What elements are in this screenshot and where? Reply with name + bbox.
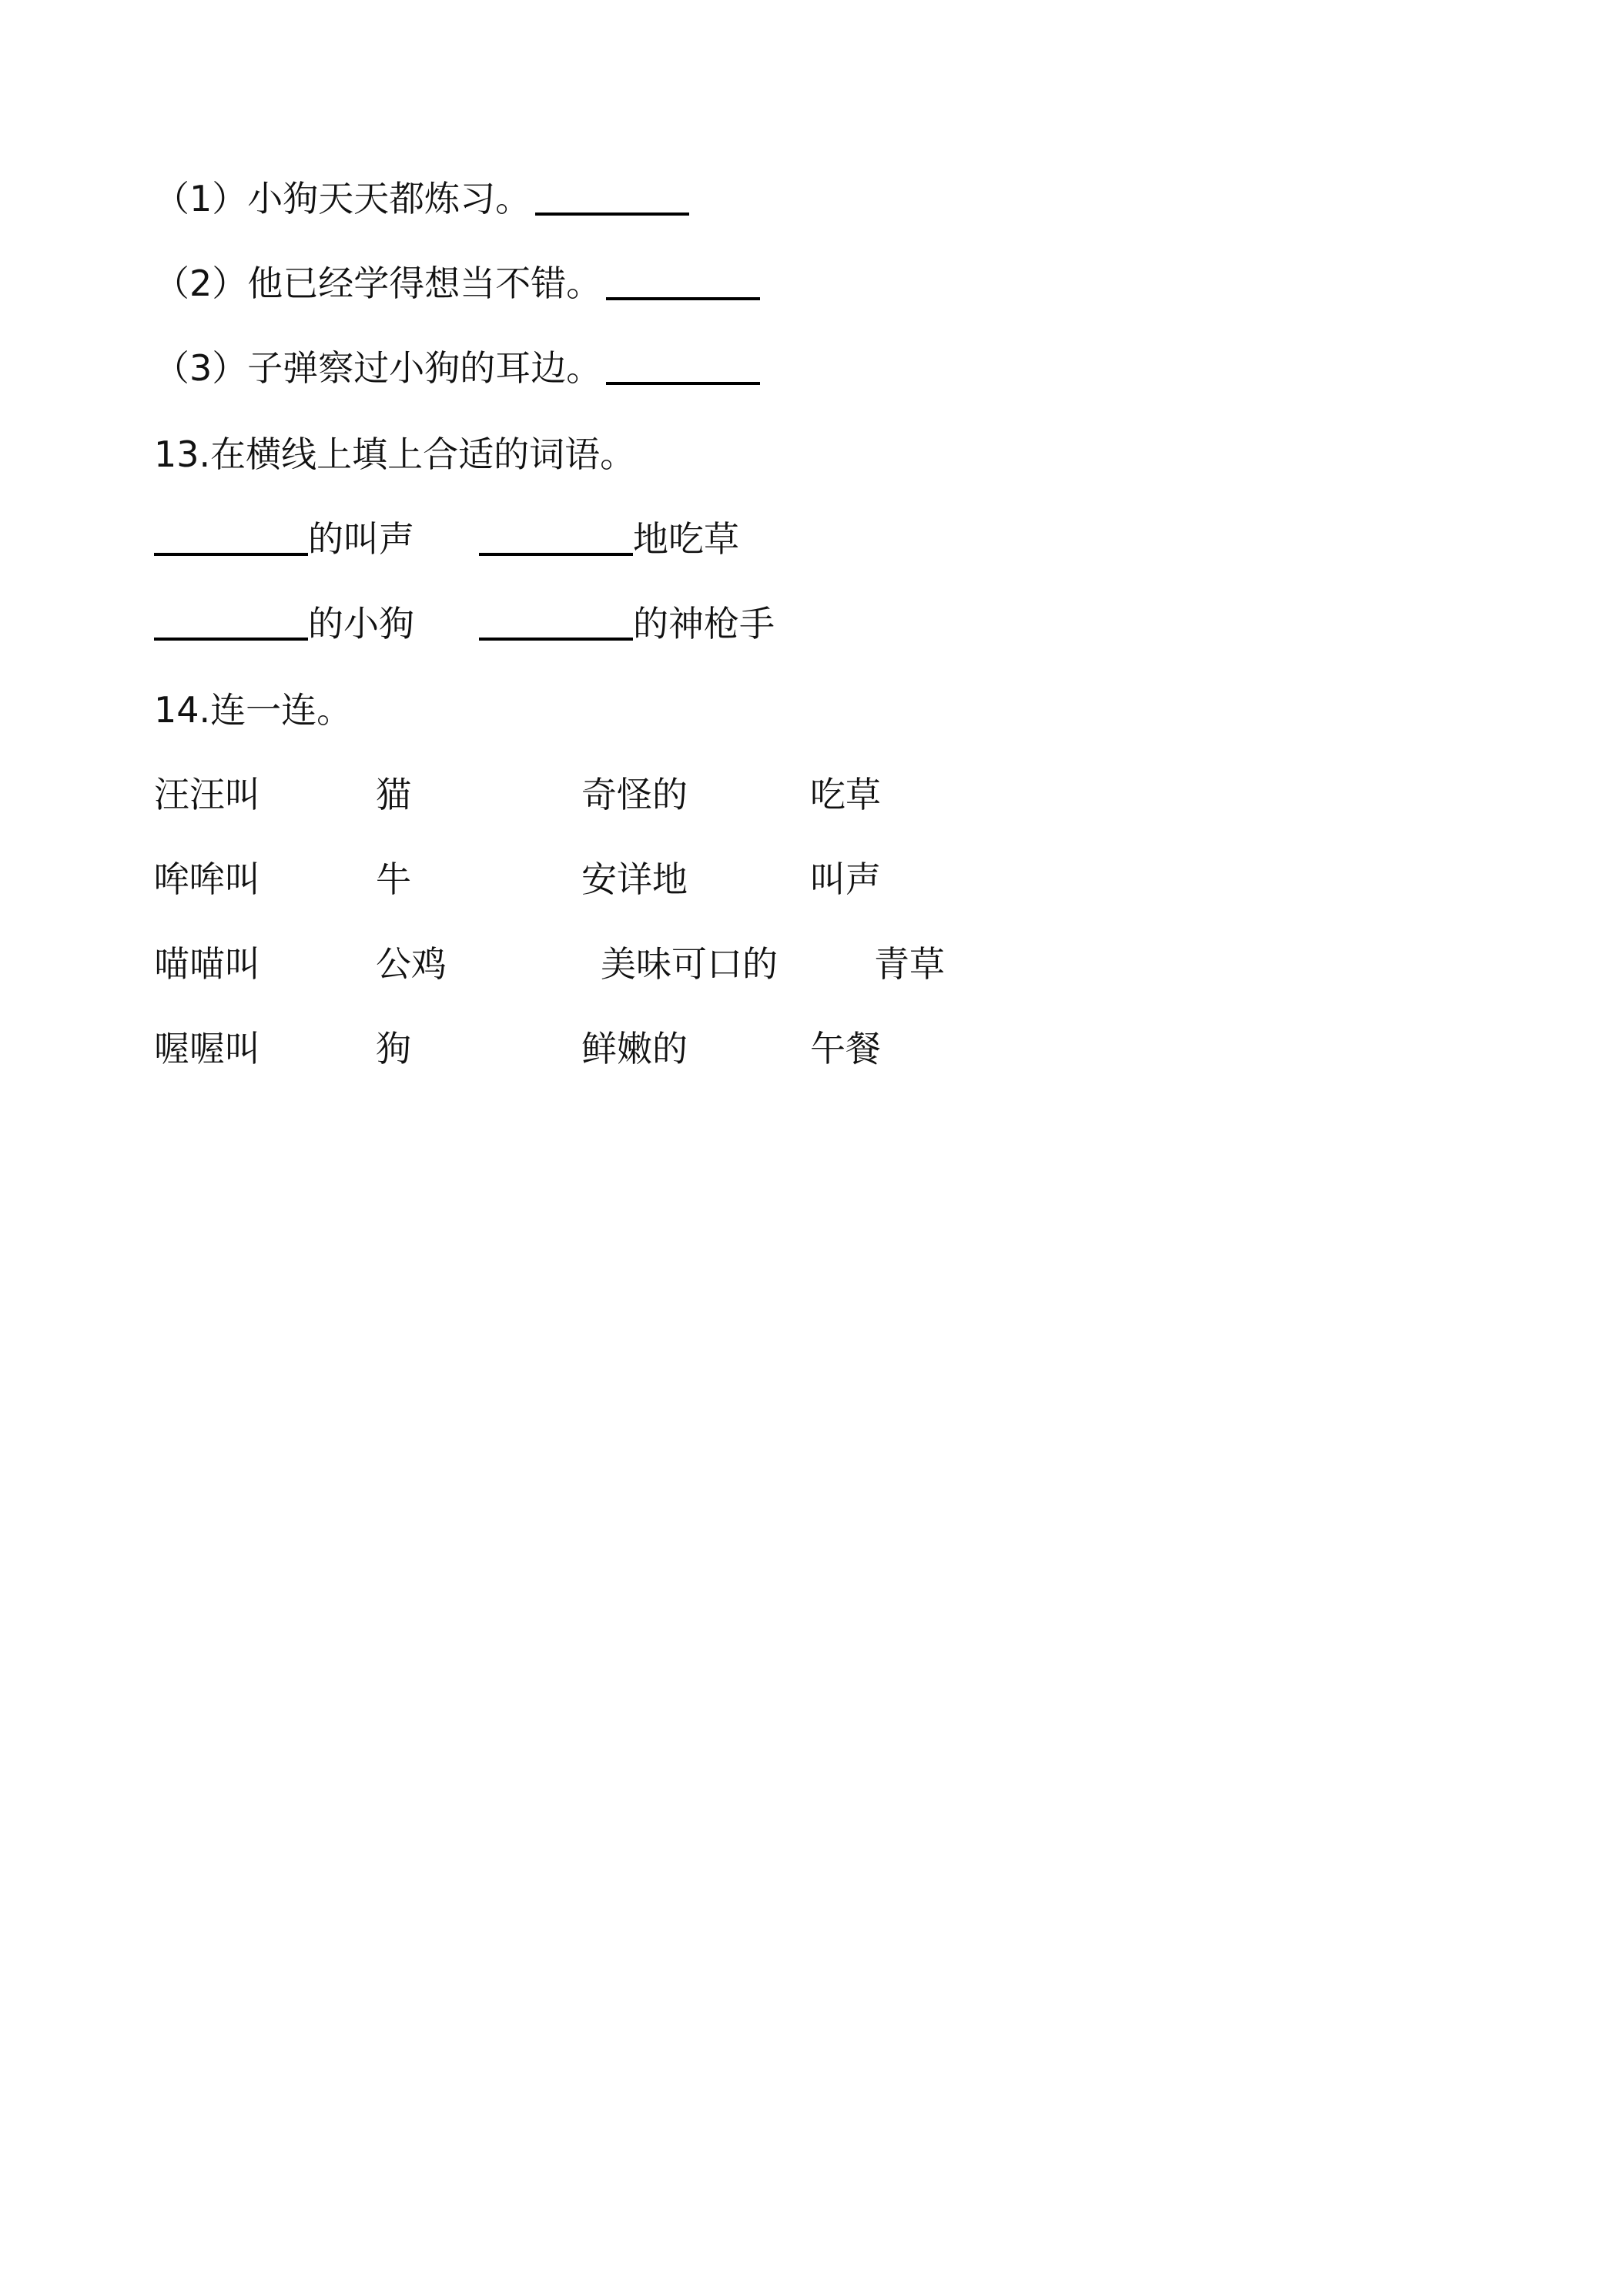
- match-item-col4[interactable]: 吃草: [810, 774, 881, 815]
- match-item-col3[interactable]: 安详地: [581, 858, 688, 900]
- phrase: 地吃草: [633, 518, 739, 560]
- match-item-col2[interactable]: 猫: [376, 774, 411, 815]
- answer-blank[interactable]: [535, 182, 689, 216]
- match-item-col3[interactable]: 奇怪的: [581, 774, 688, 815]
- q14-heading: 14.连一连。: [154, 689, 353, 731]
- match-item-col1[interactable]: 汪汪叫: [154, 774, 260, 815]
- q12-item-1: [154, 176, 689, 222]
- item-text: 他已经学得想当不错。: [247, 263, 602, 304]
- answer-blank[interactable]: [154, 522, 308, 556]
- match-item-col3[interactable]: 鲜嫩的: [581, 1028, 688, 1069]
- item-text: 子弹察过小狗的耳边。: [247, 347, 602, 389]
- match-item-col3[interactable]: 美味可口的: [601, 943, 778, 985]
- q13-row-2-b: [479, 601, 775, 647]
- match-item-col4[interactable]: 午餐: [810, 1028, 881, 1069]
- q13-row-1: [154, 516, 414, 562]
- answer-blank[interactable]: [479, 607, 633, 641]
- q13-row-2: [154, 601, 414, 647]
- q13-heading: 13.在横线上填上合适的词语。: [154, 433, 636, 475]
- match-item-col4[interactable]: 青草: [874, 943, 945, 985]
- answer-blank[interactable]: [154, 607, 308, 641]
- match-item-col1[interactable]: 哞哞叫: [154, 858, 260, 900]
- phrase: 的叫声: [308, 518, 414, 560]
- match-item-col4[interactable]: 叫声: [810, 858, 881, 900]
- match-item-col2[interactable]: 公鸡: [376, 943, 447, 985]
- q13-row-1-b: [479, 516, 739, 562]
- item-text: 小狗天天都炼习。: [247, 178, 531, 219]
- match-item-col2[interactable]: 牛: [376, 858, 411, 900]
- item-number: （1）: [154, 178, 248, 219]
- match-item-col2[interactable]: 狗: [376, 1028, 411, 1069]
- match-item-col1[interactable]: 喔喔叫: [154, 1028, 260, 1069]
- q12-item-3: [154, 345, 760, 391]
- answer-blank[interactable]: [479, 522, 633, 556]
- item-number: （3）: [154, 347, 248, 389]
- answer-blank[interactable]: [606, 266, 760, 300]
- answer-blank[interactable]: [606, 351, 760, 385]
- match-item-col1[interactable]: 喵喵叫: [154, 943, 260, 985]
- q12-item-2: [154, 260, 760, 306]
- phrase: 的小狗: [308, 603, 414, 644]
- item-number: （2）: [154, 263, 248, 304]
- phrase: 的神枪手: [633, 603, 775, 644]
